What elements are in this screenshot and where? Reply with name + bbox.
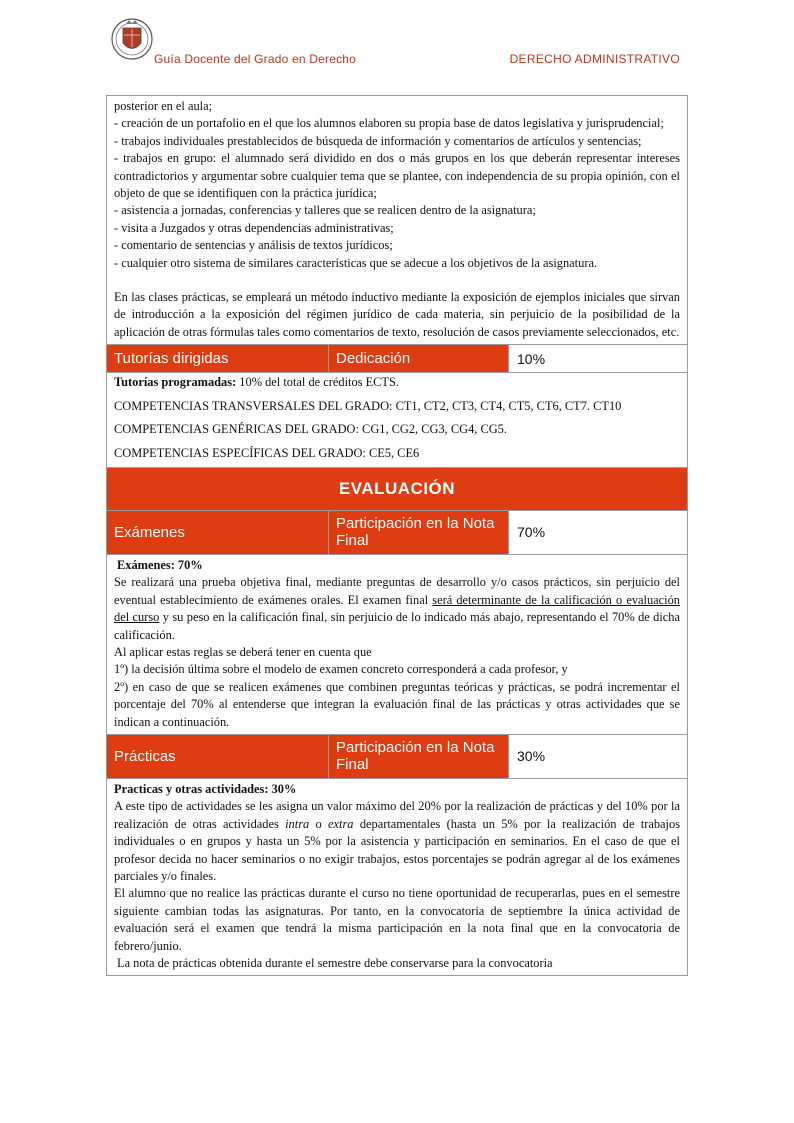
method-line: - trabajos en grupo: el alumnado será dividido en dos o más grupos en los que deberán representar intereses contradictorios y argumentar sobre cualquier tema que se plantee, con independencia de su propia opinión, con el objeto de que se identifiquen con la práctica jurídica; <box>114 151 680 201</box>
evaluacion-title: EVALUACIÓN <box>107 467 687 510</box>
examenes-rules-intro: Al aplicar estas reglas se deberá tener en cuenta que <box>114 644 372 659</box>
methodology-cell <box>107 96 687 344</box>
competencias-especificas: COMPETENCIAS ESPECÍFICAS DEL GRADO: CE5, CE6 <box>114 445 420 460</box>
method-line: posterior en el aula; <box>114 99 213 113</box>
method-line: - comentario de sentencias y análisis de textos jurídicos; <box>114 238 393 253</box>
method-line: - asistencia a jornadas, conferencias y talleres que se realicen dentro de la asignatura; <box>114 203 536 218</box>
examenes-rule-2: 2º) en caso de que se realicen exámenes que combinen preguntas teóricas y prácticas, se podrá incrementar el porcentaje del 70% al entenderse que integran la evaluación final de las prácticas y otras actividades que se indican a continuación. <box>114 679 680 729</box>
examenes-paragraph <box>114 574 680 644</box>
practicas-value: 30% <box>509 735 687 778</box>
header-left-title: Guía Docente del Grado en Derecho <box>154 52 357 66</box>
guide-table <box>106 95 688 976</box>
practicas-heading: Practicas y otras actividades: 30% <box>114 781 297 796</box>
practicas-text: A este tipo de actividades se les asigna un valor máximo del 20% por la realización de prácticas y del 10% por la realización de otras actividades <box>114 799 680 831</box>
examenes-detail-cell <box>107 554 687 734</box>
practicas-paragraph-3: La nota de prácticas obtenida durante el semestre debe conservarse para la convocatoria <box>117 956 553 971</box>
practicas-method-paragraph: En las clases prácticas, se empleará un método inductivo mediante la exposición de ejemplos iniciales que sirvan de introducción a la exposición del régimen jurídico de cada materia, sin perjuicio de la posibilidad de la aplicación de otras fórmulas tales como comentarios de texto, resolución de casos previamente seleccionados, etc. <box>114 290 680 339</box>
practicas-row <box>107 734 687 778</box>
examenes-value: 70% <box>509 511 687 554</box>
practicas-text-end: departamentales (hasta un 5% por la realización de trabajos individuales o en grupos y hasta un 5% por la asistencia y participación en seminarios. En el caso de que el profesor decida no hacer seminarios o no exigir trabajos, estos porcentajes se podrán agregar al de los exámenes parciales y/o finales. <box>114 816 681 883</box>
o-text: o <box>309 816 329 831</box>
competencias-genericas: COMPETENCIAS GENÉRICAS DEL GRADO: CG1, CG2, CG3, CG4, CG5. <box>114 422 507 437</box>
method-line: - creación de un portafolio en el que los alumnos elaboren su propia base de datos legislativa y jurisprudencial; <box>114 116 664 131</box>
competencias-transversales: COMPETENCIAS TRANSVERSALES DEL GRADO: CT1, CT2, CT3, CT4, CT5, CT6, CT7. CT10 <box>114 398 622 413</box>
participacion-label: Participación en la Nota Final <box>329 511 509 554</box>
intra-text: intra <box>285 816 310 831</box>
tutorias-programadas-text: 10% del total de créditos ECTS. <box>236 375 399 390</box>
tutorias-programadas-label: Tutorías programadas: <box>114 375 237 390</box>
examenes-rule-1: 1º) la decisión última sobre el modelo de examen concreto corresponderá a cada profesor, y <box>114 662 568 677</box>
practicas-paragraph-1 <box>114 798 680 885</box>
tutorias-row <box>107 344 687 372</box>
dedicacion-value: 10% <box>509 345 687 372</box>
practicas-detail-cell <box>107 778 687 975</box>
examenes-text-end: y su peso en la calificación final, sin perjuicio de lo indicado más abajo, representando el 70% de dicha calificación. <box>114 610 680 642</box>
header-right-title: DERECHO ADMINISTRATIVO <box>509 52 680 66</box>
method-line: - visita a Juzgados y otras dependencias administrativas; <box>114 220 394 235</box>
dedicacion-label: Dedicación <box>329 345 509 372</box>
participacion-label-2: Participación en la Nota Final <box>329 735 509 778</box>
university-seal-icon <box>110 14 154 64</box>
tutorias-detail-cell <box>107 372 687 467</box>
examenes-row <box>107 510 687 554</box>
practicas-label: Prácticas <box>107 735 329 778</box>
practicas-paragraph-2: El alumno que no realice las prácticas durante el curso no tiene oportunidad de recuperarlas, pues en el semestre siguiente cambian todas las asignaturas. Por tanto, en la convocatoria de septiembre la única actividad de evaluación será el examen que tendrá la misma participación en la nota final que en la convocatoria de febrero/junio. <box>114 886 680 953</box>
examenes-underlined-text: será determinante de la calificación o evaluación del curso <box>114 592 680 625</box>
examenes-heading: Exámenes: 70% <box>117 557 203 572</box>
extra-text: extra <box>328 816 354 831</box>
tutorias-label: Tutorías dirigidas <box>107 345 329 372</box>
examenes-label: Exámenes <box>107 511 329 554</box>
examenes-text: Se realizará una prueba objetiva final, mediante preguntas de desarrollo y/o casos prácticos, sin perjuicio del eventual establecimiento de exámenes orales. El examen final <box>114 575 680 607</box>
page-header <box>0 0 794 80</box>
method-line: - cualquier otro sistema de similares características que se adecue a los objetivos de la asignatura. <box>114 255 598 270</box>
method-line: - trabajos individuales prestablecidos de búsqueda de información y comentarios de artículos y sentencias; <box>114 133 642 148</box>
